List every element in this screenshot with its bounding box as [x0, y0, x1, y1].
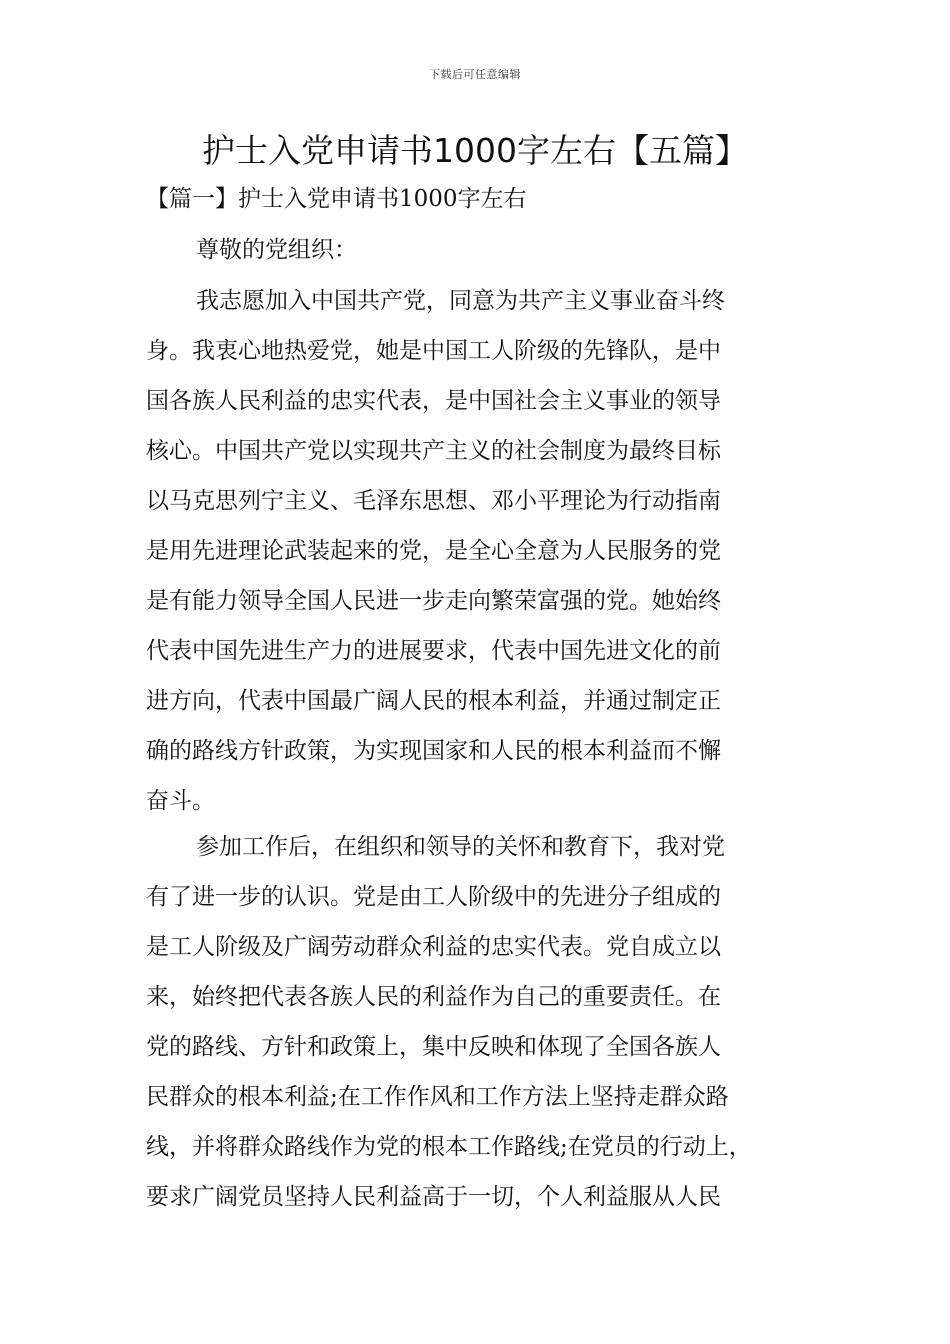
paragraph-line: 身。我衷心地热爱党，她是中国工人阶级的先锋队，是中: [146, 338, 721, 364]
paragraph-line: 是工人阶级及广阔劳动群众利益的忠实代表。党自成立以: [146, 934, 721, 960]
paragraph-1: [146, 276, 826, 826]
document-title: 护士入党申请书1000字左右【五篇】: [202, 131, 748, 170]
paragraph-line: 线，并将群众路线作为党的根本工作路线;在党员的行动上，: [146, 1134, 752, 1160]
paragraph-line: 有了进一步的认识。党是由工人阶级中的先进分子组成的: [146, 884, 721, 910]
paragraph-line: 民群众的根本利益;在工作作风和工作方法上坚持走群众路: [146, 1084, 729, 1110]
paragraph-line: 我志愿加入中国共产党，同意为共产主义事业奋斗终: [196, 288, 725, 314]
paragraph-line: 要求广阔党员坚持人民利益高于一切，个人利益服从人民: [146, 1184, 721, 1210]
paragraph-line: 国各族人民利益的忠实代表，是中国社会主义事业的领导: [146, 388, 721, 414]
header-note: 下载后可任意编辑: [429, 68, 521, 81]
paragraph-line: 进方向，代表中国最广阔人民的根本利益，并通过制定正: [146, 688, 721, 714]
paragraph-line: 代表中国先进生产力的进展要求，代表中国先进文化的前: [146, 638, 721, 664]
paragraph-line: 参加工作后，在组织和领导的关怀和教育下，我对党: [196, 834, 725, 860]
paragraph-line: 确的路线方针政策，为实现国家和人民的根本利益而不懈: [146, 738, 721, 764]
paragraph-line: 奋斗。: [146, 788, 215, 814]
paragraph-line: 党的路线、方针和政策上，集中反映和体现了全国各族人: [146, 1034, 721, 1060]
paragraph-line: 核心。中国共产党以实现共产主义的社会制度为最终目标: [146, 438, 721, 464]
paragraph-line: 是有能力领导全国人民进一步走向繁荣富强的党。她始终: [146, 588, 721, 614]
paragraph-2: [146, 822, 826, 1222]
salutation: 尊敬的党组织：: [196, 237, 357, 263]
paragraph-line: 以马克思列宁主义、毛泽东思想、邓小平理论为行动指南: [146, 488, 721, 514]
section-heading: 【篇一】护士入党申请书1000字左右: [146, 186, 527, 212]
paragraph-line: 来，始终把代表各族人民的利益作为自己的重要责任。在: [146, 984, 721, 1010]
paragraph-line: 是用先进理论武装起来的党，是全心全意为人民服务的党: [146, 538, 721, 564]
